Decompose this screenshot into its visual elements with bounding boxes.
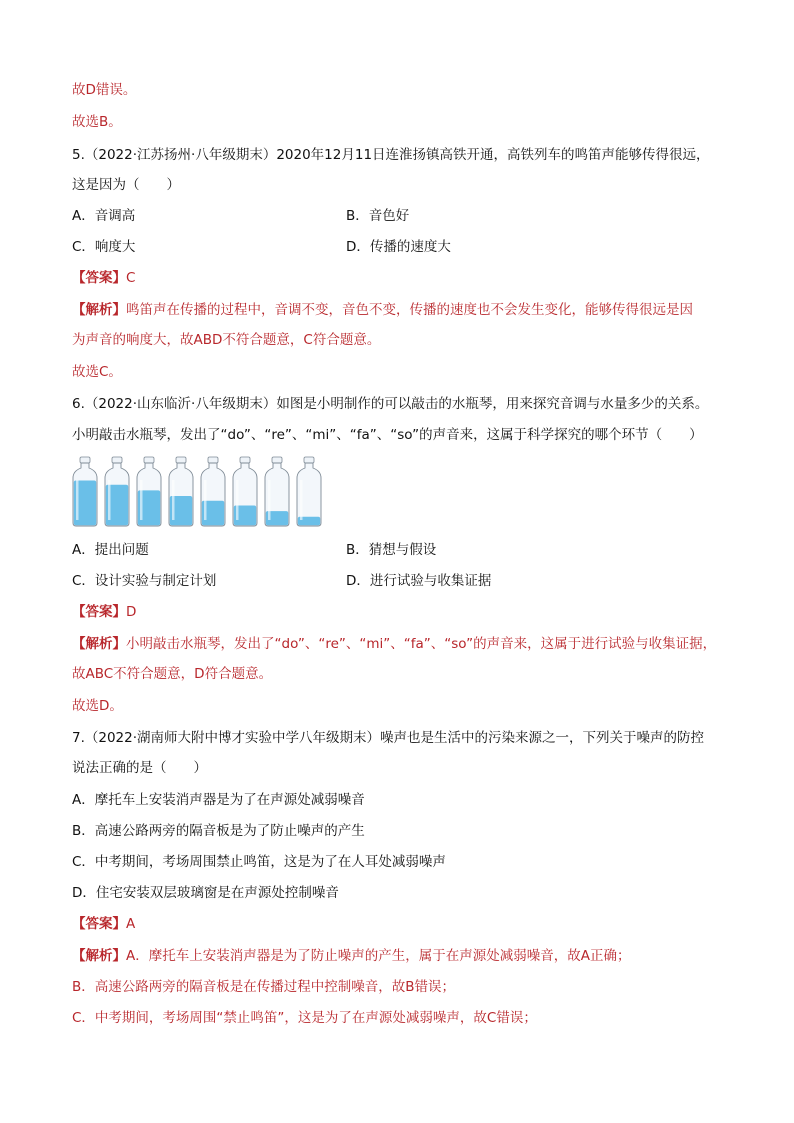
analysis-tag: 【解析】 — [72, 948, 126, 964]
water-bottle — [201, 457, 225, 526]
q5-option-c: C．响度大 — [72, 239, 136, 255]
q5-analysis-line1 — [72, 300, 693, 320]
q5-stem-line2: 这是因为（ ） — [72, 177, 180, 193]
q6-option-b: B．猜想与假设 — [346, 542, 437, 558]
q7-option-a: A．摩托车上安装消声器是为了在声源处减弱噪音 — [72, 792, 365, 808]
q5-analysis-line2: 为声音的响度大，故ABD不符合题意，C符合题意。 — [72, 332, 381, 348]
q6-analysis-line1 — [72, 634, 716, 654]
prev-answer-line: 故选B。 — [72, 114, 122, 130]
q5-conclusion: 故选C。 — [72, 364, 122, 380]
answer-tag: 【答案】 — [72, 916, 126, 932]
water-bottle — [105, 457, 129, 526]
q6-stem-line1: 6.（2022·山东临沂·八年级期末）如图是小明制作的可以敲击的水瓶琴，用来探究音调与水量多少的关系。 — [72, 396, 709, 412]
q6-conclusion: 故选D。 — [72, 698, 123, 714]
q6-stem-line2: 小明敲击水瓶琴，发出了“do”、“re”、“mi”、“fa”、“so”的声音来，这属于科学探究的哪个环节（ ） — [72, 427, 703, 443]
water-bottle-xylophone-figure — [72, 456, 328, 528]
q5-stem-line1: 5.（2022·江苏扬州·八年级期末）2020年12月11日连淮扬镇高铁开通，高铁列车的鸣笛声能够传得很远， — [72, 147, 710, 163]
water-bottle — [169, 457, 193, 526]
q7-analysis-line1 — [72, 946, 630, 966]
q7-stem-line2: 说法正确的是（ ） — [72, 760, 207, 776]
q7-option-d: D．住宅安装双层玻璃窗是在声源处控制噪音 — [72, 885, 339, 901]
q7-stem-line1: 7.（2022·湖南师大附中博才实验中学八年级期末）噪声也是生活中的污染来源之一，下列关于噪声的防控 — [72, 730, 705, 746]
q5-answer — [72, 268, 135, 288]
analysis-text: A．摩托车上安装消声器是为了防止噪声的产生，属于在声源处减弱噪音，故A正确； — [126, 948, 631, 964]
analysis-text: 鸣笛声在传播的过程中，音调不变，音色不变，传播的速度也不会发生变化，能够传得很远是因 — [126, 302, 693, 318]
water-bottle — [297, 457, 321, 526]
q6-option-c: C．设计实验与制定计划 — [72, 573, 217, 589]
answer-value: C — [126, 270, 136, 286]
q7-option-b: B．高速公路两旁的隔音板是为了防止噪声的产生 — [72, 823, 365, 839]
water-bottle — [137, 457, 161, 526]
analysis-tag: 【解析】 — [72, 302, 126, 318]
q7-analysis-line3: C．中考期间，考场周围“禁止鸣笛”，这是为了在声源处减弱噪声，故C错误； — [72, 1010, 537, 1026]
prev-conclusion-line: 故D错误。 — [72, 82, 137, 98]
q5-option-b: B．音色好 — [346, 208, 410, 224]
answer-value: D — [126, 604, 137, 620]
analysis-text: 小明敲击水瓶琴，发出了“do”、“re”、“mi”、“fa”、“so”的声音来，这属于进行试验与收集证据， — [126, 636, 717, 652]
q7-answer — [72, 914, 135, 934]
answer-value: A — [126, 916, 136, 932]
q6-analysis-line2: 故ABC不符合题意，D符合题意。 — [72, 666, 273, 682]
water-bottle — [233, 457, 257, 526]
water-bottle — [265, 457, 289, 526]
q5-option-a: A．音调高 — [72, 208, 136, 224]
answer-tag: 【答案】 — [72, 604, 126, 620]
q7-option-c: C．中考期间，考场周围禁止鸣笛，这是为了在人耳处减弱噪声 — [72, 854, 446, 870]
q5-option-d: D．传播的速度大 — [346, 239, 451, 255]
q6-option-a: A．提出问题 — [72, 542, 149, 558]
answer-tag: 【答案】 — [72, 270, 126, 286]
q6-option-d: D．进行试验与收集证据 — [346, 573, 492, 589]
q6-answer — [72, 602, 136, 622]
water-bottle — [73, 457, 97, 526]
analysis-tag: 【解析】 — [72, 636, 126, 652]
q7-analysis-line2: B．高速公路两旁的隔音板是在传播过程中控制噪音，故B错误； — [72, 979, 456, 995]
